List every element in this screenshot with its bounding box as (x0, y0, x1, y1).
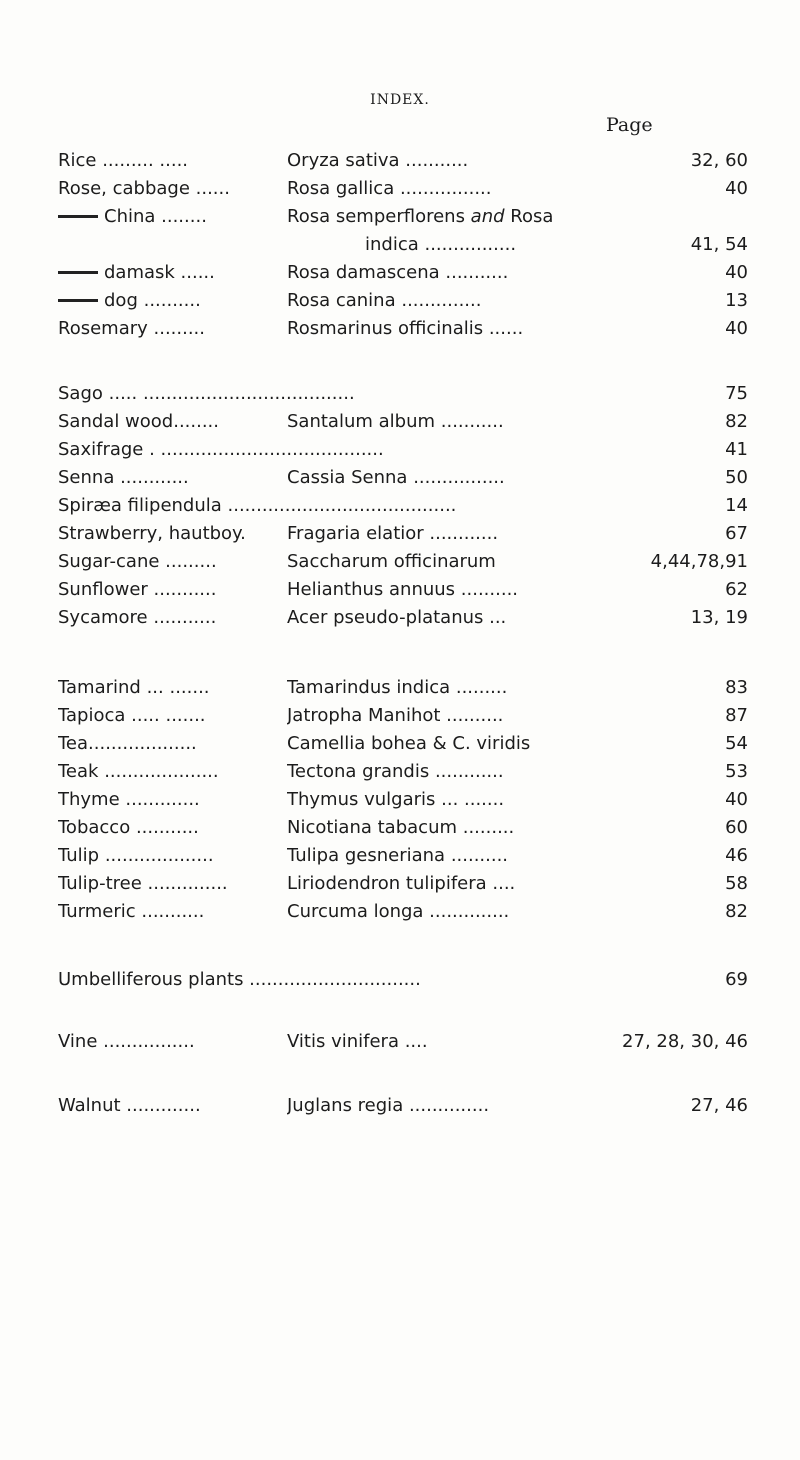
botanical-name: Santalum album (287, 411, 436, 432)
botanical-name: Tulipa gesneriana (287, 845, 446, 866)
botanical-name: Tectona grandis (287, 761, 430, 782)
leader-dots: ........... (147, 579, 217, 600)
index-entry-senna (58, 464, 748, 492)
page-reference: 50 (721, 464, 748, 492)
leader-dots: ......... (147, 318, 205, 339)
leader-dots: ...... (189, 178, 230, 199)
leader-dots: ........................................ (221, 495, 457, 516)
leader-dots: ........... (435, 411, 504, 432)
common-name: Vine (58, 1031, 98, 1052)
common-name: Strawberry, hautboy. (58, 523, 246, 544)
common-name: Tea (58, 733, 89, 754)
common-name: Sugar-cane (58, 551, 160, 572)
botanical-name: indica (365, 234, 419, 255)
botanical-name: Fragaria elatior (287, 523, 424, 544)
index-entry-sugar-cane (58, 548, 748, 576)
index-entry-tea (58, 730, 748, 758)
page-header: INDEX. (370, 92, 430, 108)
leader-dots: .......... (445, 845, 509, 866)
common-name: Tulip-tree (58, 873, 142, 894)
page-reference: 54 (721, 730, 748, 758)
common-name: Sandal wood (58, 411, 174, 432)
index-entry-rosemary (58, 315, 748, 343)
botanical-name: Helianthus annuus (287, 579, 456, 600)
page-reference: 58 (721, 870, 748, 898)
leader-dots: ........... (439, 262, 509, 283)
ditto-dash (58, 299, 98, 302)
botanical-name-continued: Rosa (504, 206, 554, 227)
index-entry-rose-china (58, 203, 748, 231)
common-name: Tapioca (58, 705, 126, 726)
leader-dots: ...... (174, 262, 215, 283)
page-reference: 53 (721, 758, 748, 786)
index-entry-vine (58, 1028, 748, 1056)
leader-dots: .............. (141, 873, 228, 894)
index-entry-sunflower (58, 576, 748, 604)
page-reference: 13, 19 (687, 604, 748, 632)
botanical-name: Acer pseudo-platanus (287, 607, 484, 628)
leader-dots: ........... (135, 901, 205, 922)
page-reference: 40 (721, 315, 748, 343)
page-reference: 14 (721, 492, 748, 520)
leader-dots: ......... (159, 551, 217, 572)
index-entry-umbelliferous-plants (58, 966, 748, 994)
page-reference: 46 (721, 842, 748, 870)
leader-dots: ................ (407, 467, 505, 488)
common-name: Sycamore (58, 607, 148, 628)
index-entry-continuation (365, 231, 748, 259)
leader-dots: .... (398, 1031, 428, 1052)
leader-dots: ........... (130, 817, 199, 838)
common-name: dog (104, 290, 138, 311)
leader-dots: ......... (457, 817, 515, 838)
common-name: Spiræa filipendula (58, 495, 222, 516)
leader-dots: ........... (399, 150, 469, 171)
page-reference: 41, 54 (687, 231, 748, 259)
leader-dots: ................... (99, 845, 214, 866)
botanical-name: Liriodendron tulipifera (287, 873, 487, 894)
botanical-name: Rosmarinus officinalis (287, 318, 484, 339)
leader-dots: ..... ..................................... (102, 383, 355, 404)
page-reference: 87 (721, 702, 748, 730)
leader-dots: ... ....... (435, 789, 505, 810)
index-entry-rose-damask (58, 259, 748, 287)
index-entry-spiraea (58, 492, 748, 520)
common-name: Rice (58, 150, 97, 171)
common-name: Sago (58, 383, 103, 404)
page-reference: 32, 60 (687, 147, 748, 175)
botanical-name: Rosa semperflorens (287, 206, 471, 227)
leader-dots: ................ (97, 1031, 195, 1052)
index-entry-walnut (58, 1092, 748, 1120)
botanical-name: Cassia Senna (287, 467, 408, 488)
common-name: Rosemary (58, 318, 148, 339)
page-reference: 75 (721, 380, 748, 408)
index-entry-sycamore (58, 604, 748, 632)
common-name: Rose, cabbage (58, 178, 190, 199)
page-reference: 83 (721, 674, 748, 702)
leader-dots: . ....................................... (143, 439, 384, 460)
page-reference: 13 (721, 287, 748, 315)
page-reference: 40 (721, 786, 748, 814)
leader-dots: .......... (455, 579, 519, 600)
leader-dots: ..... ....... (125, 705, 206, 726)
index-entry-tapioca (58, 702, 748, 730)
ditto-dash (58, 215, 98, 218)
leader-dots: ........... (147, 607, 217, 628)
botanical-name: Jatropha Manihot (287, 705, 441, 726)
page-reference: 82 (721, 408, 748, 436)
leader-dots: ......... (450, 677, 508, 698)
leader-dots: ............ (114, 467, 189, 488)
leader-dots: .............. (423, 901, 510, 922)
botanical-name: Oryza sativa (287, 150, 400, 171)
leader-dots: .............. (395, 290, 482, 311)
index-entry-tulip (58, 842, 748, 870)
leader-dots: .... (486, 873, 516, 894)
leader-dots: ... (483, 607, 507, 628)
leader-dots: .................... (98, 761, 219, 782)
common-name: Tamarind (58, 677, 141, 698)
botanical-name: Vitis vinifera (287, 1031, 399, 1052)
leader-dots: ........ (155, 206, 207, 227)
common-name: Thyme (58, 789, 120, 810)
leader-dots: .............. (403, 1095, 490, 1116)
index-entry-sandal-wood (58, 408, 748, 436)
botanical-name: Thymus vulgaris (287, 789, 436, 810)
leader-dots: ................ (394, 178, 492, 199)
botanical-name: Juglans regia (287, 1095, 404, 1116)
common-name: Saxifrage (58, 439, 144, 460)
index-entry-tobacco (58, 814, 748, 842)
ditto-dash (58, 271, 98, 274)
index-entry-rice (58, 147, 748, 175)
index-entry-thyme (58, 786, 748, 814)
page-reference: 27, 46 (687, 1092, 748, 1120)
common-name: Tobacco (58, 817, 131, 838)
leader-dots: .............................. (243, 969, 421, 990)
index-entry-rose-cabbage (58, 175, 748, 203)
botanical-name: Nicotiana tabacum (287, 817, 458, 838)
leader-dots: ................... (88, 733, 197, 754)
botanical-conjunction: and (470, 206, 505, 227)
common-name: Senna (58, 467, 115, 488)
page-reference: 62 (721, 576, 748, 604)
page-reference: 27, 28, 30, 46 (618, 1028, 748, 1056)
index-entry-sago (58, 380, 748, 408)
common-name: China (104, 206, 156, 227)
index-entry-strawberry (58, 520, 748, 548)
leader-dots: ............. (119, 789, 200, 810)
leader-dots: ............ (429, 761, 504, 782)
common-name: damask (104, 262, 175, 283)
botanical-name: Rosa canina (287, 290, 396, 311)
index-entry-tulip-tree (58, 870, 748, 898)
leader-dots: ............ (423, 523, 499, 544)
page-reference: 69 (721, 966, 748, 994)
common-name: Umbelliferous plants (58, 969, 244, 990)
page-reference: 41 (721, 436, 748, 464)
botanical-name: Rosa gallica (287, 178, 395, 199)
common-name: Tulip (58, 845, 100, 866)
botanical-name: Saccharum officinarum (287, 551, 496, 572)
botanical-name: Rosa damascena (287, 262, 440, 283)
page-column-label: Page (606, 114, 653, 136)
index-entry-turmeric (58, 898, 748, 926)
page-reference: 60 (721, 814, 748, 842)
botanical-name: Tamarindus indica (287, 677, 451, 698)
leader-dots: ...... (483, 318, 524, 339)
page-reference: 82 (721, 898, 748, 926)
leader-dots: ... ....... (140, 677, 210, 698)
page-reference: 40 (721, 259, 748, 287)
common-name: Teak (58, 761, 99, 782)
common-name: Sunflower (58, 579, 148, 600)
common-name: Walnut (58, 1095, 121, 1116)
index-entry-teak (58, 758, 748, 786)
page-reference: 40 (721, 175, 748, 203)
index-entry-rose-dog (58, 287, 748, 315)
botanical-name: Camellia bohea & C. viridis (287, 733, 531, 754)
page-reference: 4,44,78,91 (647, 548, 748, 576)
botanical-name: Curcuma longa (287, 901, 424, 922)
leader-dots: .......... (137, 290, 201, 311)
leader-dots: ......... ..... (96, 150, 189, 171)
index-entry-saxifrage (58, 436, 748, 464)
leader-dots: ............. (120, 1095, 201, 1116)
page-reference: 67 (721, 520, 748, 548)
leader-dots: ........ (173, 411, 219, 432)
leader-dots: ................ (418, 234, 517, 255)
leader-dots: .......... (440, 705, 504, 726)
index-entry-tamarind (58, 674, 748, 702)
common-name: Turmeric (58, 901, 136, 922)
